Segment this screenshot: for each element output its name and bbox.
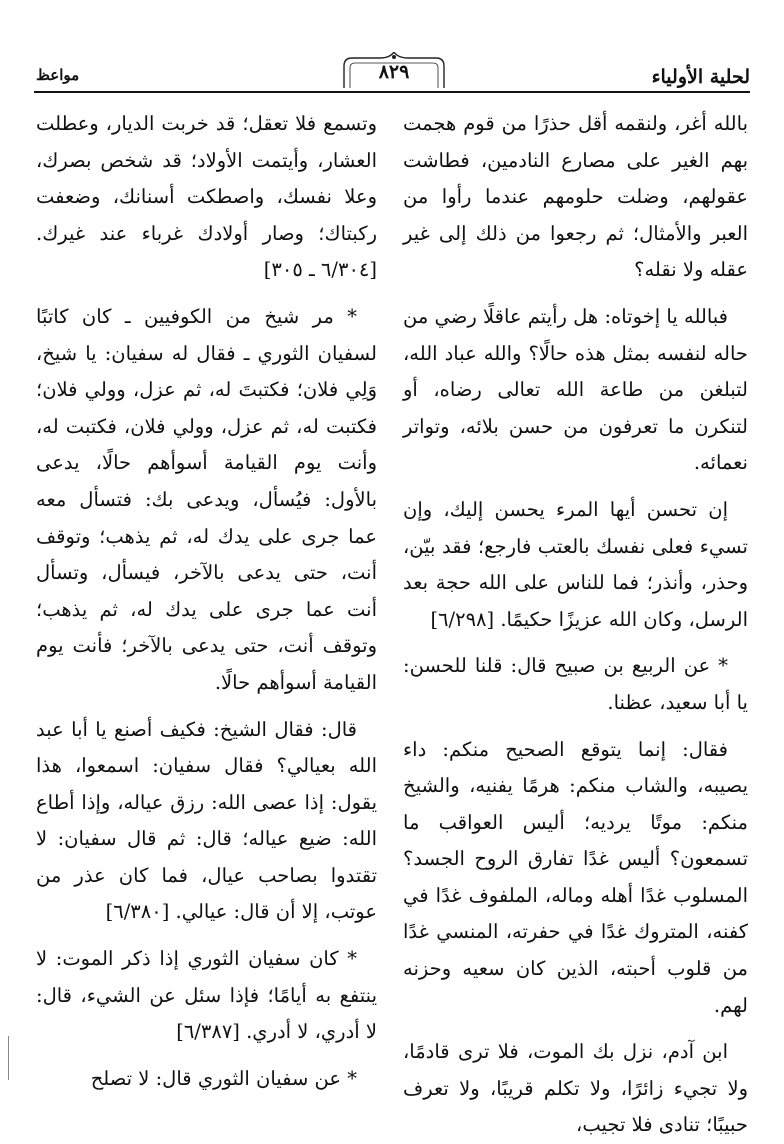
paragraph: وتسمع فلا تعقل؛ قد خربت الديار، وعطلت العشار، وأيتمت الأولاد؛ قد شخص بصرك، وعلا نفسك، واصطكت أسنانك، وضعفت ركبتاك؛ وصار أولادك غرباء عند غيرك. [٦/٣٠٤ ـ ٣٠٥] [36,112,377,282]
paragraph: * عن الربيع بن صبيح قال: قلنا للحسن: يا أبا سعيد، عظنا. [403,654,748,714]
running-head-title: لحلية الأولياء [651,66,750,88]
page-number-text: ٨٢٩ [378,61,410,83]
page-number [340,52,448,90]
paragraph: فبالله يا إخوتاه: هل رأيتم عاقلًا رضي من حاله لنفسه بمثل هذه حالًا؟ والله عباد الله، لتبلغن من طاعة الله تعالى رضاه، أو لتنكرن ما تعرفون من حسن بلائه، وتواتر نعمائه. [403,304,748,475]
paragraph: * مر شيخ من الكوفيين ـ كان كاتبًا لسفيان الثوري ـ فقال له سفيان: يا شيخ، وَلِي فلان؛ فكتبتَ له، ثم عزل، وولي فلان؛ فكتبت له، ثم عزل، وولي فلان، فكتبت له، وأنت يوم القيامة أسوأهم حالًا، يدعى بالأول: فيُسأل، ويدعى بك: فتسأل معه عما جرى على يدك له، ثم يذهب؛ وتوقف أنت، حتى يدعى بالآخر، فيسأل، وتسأل أنت عما جرى على يدك له، ثم يذهب؛ وتوقف أنت، حتى يدعى بالآخر؛ فأنت يوم القيامة أسوأهم حالًا. [36,304,377,694]
page-header [34,52,750,92]
paragraph: فقال: إنما يتوقع الصحيح منكم: داء يصيبه، والشاب منكم: هرمًا يفنيه، والشيخ منكم: موتًا يرديه؛ أليس العواقب ما تسمعون؟ أليس غدًا تفارق الروح الجسد؟ المسلوب غدًا أهله وماله، الملفوف غدًا في كفنه، المتروك غدًا في حفرته، المنسي غدًا من قلوب أحبته، الذين كان سعيه وحزنه لهم. [403,737,748,1017]
paragraph: ابن آدم، نزل بك الموت، فلا ترى قادمًا، ولا تجيء زائرًا، ولا تكلم قريبًا، ولا تعرف حبيبًا؛ تنادى فلا تجيب، [403,1040,748,1137]
left-column [36,106,377,1116]
paragraph: إن تحسن أيها المرء يحسن إليك، وإن تسيء فعلى نفسك بالعتب فارجع؛ فقد بيّن، وحذر، وأنذر؛ فما للناس على الله حجة بعد الرسل، وكان الله عزيزًا حكيمًا. [٦/٢٩٨] [403,497,748,631]
paragraph: بالله أغر، ولنقمه أقل حذرًا من قوم هجمت بهم الغير على مصارع النادمين، فطاشت عقولهم، وضلت حلومهم عندما رأوا من العبر والأمثال؛ ثم رجعوا من ذلك إلى غير عقله ولا نقله؟ [403,112,748,282]
running-head-section: مواعظ [36,66,80,84]
right-column [403,106,748,1137]
margin-mark [8,1036,9,1080]
paragraph: * عن سفيان الثوري قال: لا تصلح [90,1066,357,1090]
paragraph: * كان سفيان الثوري إذا ذكر الموت: لا ينتفع به أيامًا؛ فإذا سئل عن الشيء، قال: لا أدري، لا أدري. [٦/٣٨٧] [36,947,377,1044]
paragraph: قال: فقال الشيخ: فكيف أصنع يا أبا عبد الله بعيالي؟ فقال سفيان: اسمعوا، هذا يقول: إذا عصى الله: رزق عياله، وإذا أطاع الله: ضيع عياله؛ قال: ثم قال سفيان: لا تقتدوا بصاحب عيال، فما كان عذر من عوتب، إلا أن قال: عيالي. [٦/٣٨٠] [36,717,377,924]
header-rule [34,91,750,93]
